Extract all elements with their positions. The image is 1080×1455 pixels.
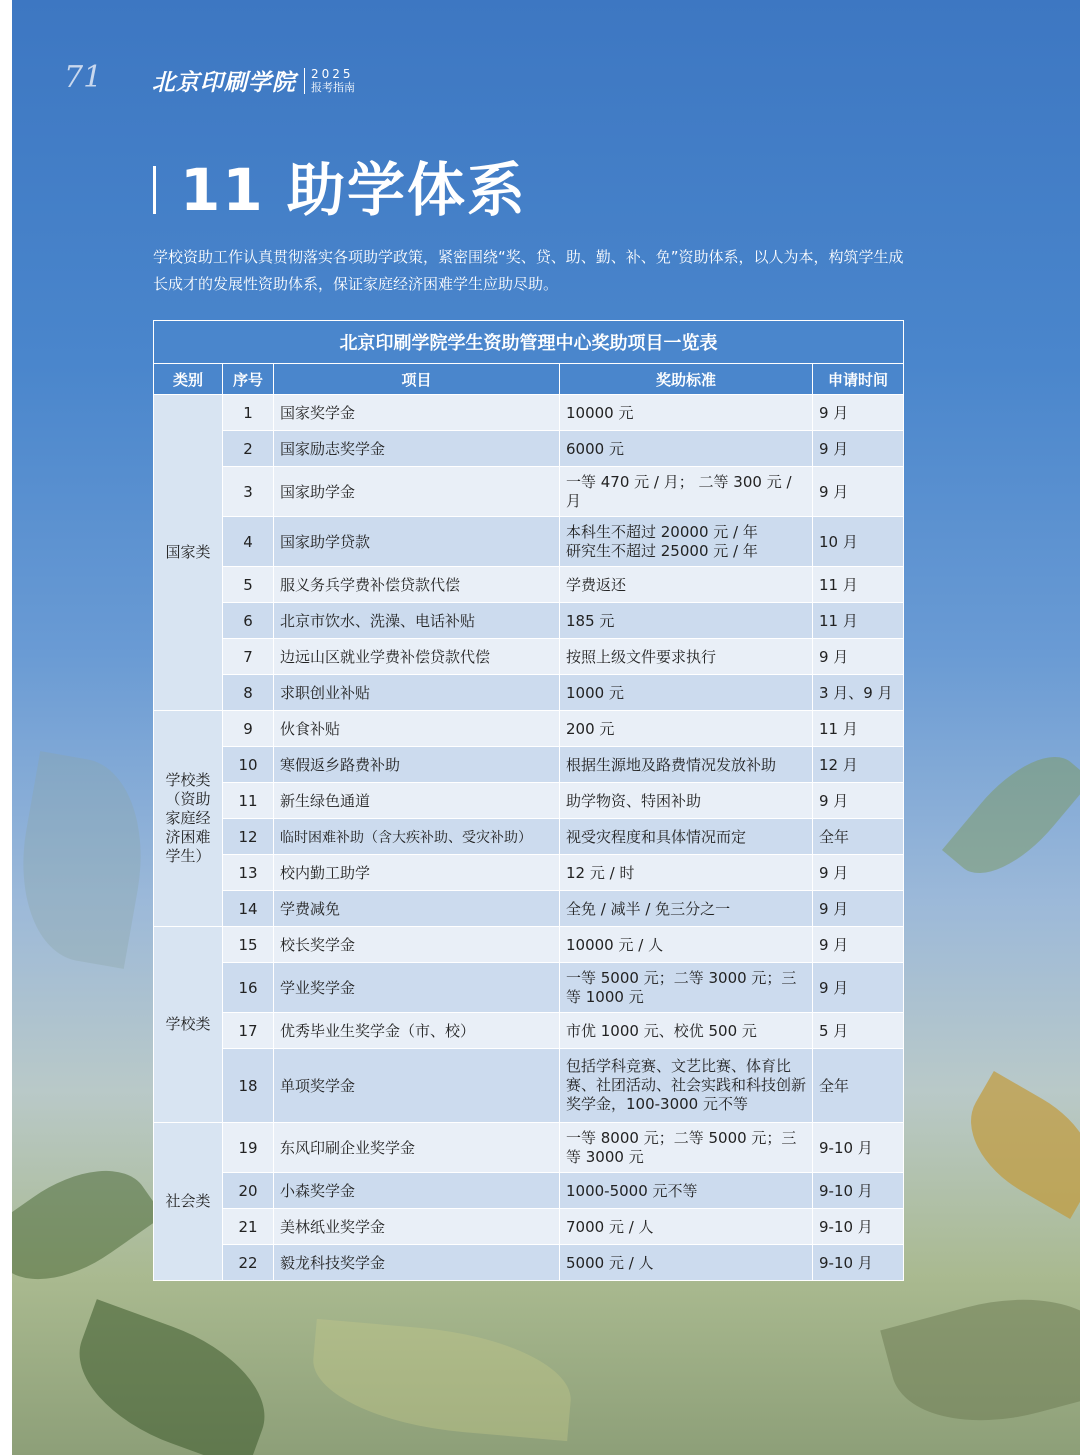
apply-time: 9 月 <box>813 783 904 819</box>
row-number: 11 <box>223 783 274 819</box>
category-cell: 学校类（资助家庭经济困难学生） <box>154 711 223 927</box>
table-row <box>154 783 904 819</box>
foliage-decoration <box>308 1319 576 1441</box>
apply-time: 9 月 <box>813 431 904 467</box>
row-number: 18 <box>223 1049 274 1123</box>
apply-time: 11 月 <box>813 711 904 747</box>
row-number: 10 <box>223 747 274 783</box>
row-number: 16 <box>223 963 274 1013</box>
row-number: 19 <box>223 1123 274 1173</box>
item-name: 学业奖学金 <box>274 963 560 1013</box>
item-name: 校长奖学金 <box>274 927 560 963</box>
award-standard: 助学物资、特困补助 <box>560 783 813 819</box>
column-header: 申请时间 <box>813 364 904 395</box>
table-row <box>154 963 904 1013</box>
item-name: 国家助学贷款 <box>274 517 560 567</box>
apply-time: 11 月 <box>813 603 904 639</box>
guide-label: 报考指南 <box>311 80 355 94</box>
row-number: 15 <box>223 927 274 963</box>
table-row <box>154 467 904 517</box>
intro-paragraph: 学校资助工作认真贯彻落实各项助学政策，紧密围绕“奖、贷、助、勤、补、免”资助体系，以人为本，构筑学生成长成才的发展性资助体系，保证家庭经济困难学生应助尽助。 <box>153 248 904 293</box>
apply-time: 9-10 月 <box>813 1123 904 1173</box>
award-standard: 7000 元 / 人 <box>560 1209 813 1245</box>
row-number: 2 <box>223 431 274 467</box>
item-name: 边远山区就业学费补偿贷款代偿 <box>274 639 560 675</box>
award-standard: 200 元 <box>560 711 813 747</box>
apply-time: 9 月 <box>813 855 904 891</box>
apply-time: 12 月 <box>813 747 904 783</box>
foliage-decoration <box>949 1071 1080 1219</box>
column-header: 序号 <box>223 364 274 395</box>
apply-time: 全年 <box>813 1049 904 1123</box>
section-title: 11 助学体系 <box>180 156 527 224</box>
column-header: 类别 <box>154 364 223 395</box>
table-caption: 北京印刷学院学生资助管理中心奖助项目一览表 <box>154 321 904 364</box>
table-row <box>154 1013 904 1049</box>
category-cell: 学校类 <box>154 927 223 1123</box>
apply-time: 9 月 <box>813 963 904 1013</box>
row-number: 1 <box>223 395 274 431</box>
row-number: 9 <box>223 711 274 747</box>
table-row <box>154 639 904 675</box>
foliage-decoration <box>880 1274 1080 1447</box>
table-row <box>154 819 904 855</box>
item-name: 校内勤工助学 <box>274 855 560 891</box>
item-name: 国家奖学金 <box>274 395 560 431</box>
award-standard: 一等 470 元 / 月； 二等 300 元 / 月 <box>560 467 813 517</box>
award-standard: 学费返还 <box>560 567 813 603</box>
row-number: 20 <box>223 1173 274 1209</box>
award-standard: 包括学科竞赛、文艺比赛、体育比赛、社团活动、社会实践和科技创新奖学金，100-3000 元不等 <box>560 1049 813 1123</box>
table-row <box>154 1173 904 1209</box>
logo-divider <box>304 68 305 94</box>
award-standard: 1000 元 <box>560 675 813 711</box>
award-standard: 根据生源地及路费情况发放补助 <box>560 747 813 783</box>
category-cell: 社会类 <box>154 1123 223 1281</box>
row-number: 7 <box>223 639 274 675</box>
apply-time: 9-10 月 <box>813 1245 904 1281</box>
item-name: 毅龙科技奖学金 <box>274 1245 560 1281</box>
award-standard: 视受灾程度和具体情况而定 <box>560 819 813 855</box>
apply-time: 9 月 <box>813 891 904 927</box>
table-header-row <box>154 364 904 395</box>
item-name: 国家励志奖学金 <box>274 431 560 467</box>
award-standard: 10000 元 <box>560 395 813 431</box>
row-number: 22 <box>223 1245 274 1281</box>
foliage-decoration <box>12 1142 163 1307</box>
item-name: 单项奖学金 <box>274 1049 560 1123</box>
table-row <box>154 603 904 639</box>
logo-subtitle <box>311 68 355 94</box>
table-row <box>154 711 904 747</box>
page-number: 71 <box>64 60 103 95</box>
row-number: 3 <box>223 467 274 517</box>
item-name: 小森奖学金 <box>274 1173 560 1209</box>
foliage-decoration <box>942 735 1080 895</box>
foliage-decoration <box>12 751 158 969</box>
item-name: 新生绿色通道 <box>274 783 560 819</box>
column-header: 项目 <box>274 364 560 395</box>
table-row <box>154 927 904 963</box>
table-row <box>154 517 904 567</box>
table-row <box>154 431 904 467</box>
row-number: 14 <box>223 891 274 927</box>
column-header: 奖助标准 <box>560 364 813 395</box>
award-standard: 12 元 / 时 <box>560 855 813 891</box>
table-row <box>154 1123 904 1173</box>
row-number: 21 <box>223 1209 274 1245</box>
table-row <box>154 1049 904 1123</box>
table-row <box>154 855 904 891</box>
item-name: 东风印刷企业奖学金 <box>274 1123 560 1173</box>
apply-time: 11 月 <box>813 567 904 603</box>
guide-year: 2025 <box>311 66 354 81</box>
item-name: 美林纸业奖学金 <box>274 1209 560 1245</box>
table-row <box>154 891 904 927</box>
table-row <box>154 1209 904 1245</box>
apply-time: 9 月 <box>813 395 904 431</box>
row-number: 4 <box>223 517 274 567</box>
award-standard: 市优 1000 元、校优 500 元 <box>560 1013 813 1049</box>
award-standard: 一等 5000 元；二等 3000 元；三等 1000 元 <box>560 963 813 1013</box>
table-row <box>154 395 904 431</box>
title-accent-bar <box>153 166 156 214</box>
award-standard: 185 元 <box>560 603 813 639</box>
item-name: 服义务兵学费补偿贷款代偿 <box>274 567 560 603</box>
award-standard: 6000 元 <box>560 431 813 467</box>
item-name: 临时困难补助（含大疾补助、受灾补助） <box>274 819 560 855</box>
apply-time: 10 月 <box>813 517 904 567</box>
table-row <box>154 747 904 783</box>
item-name: 国家助学金 <box>274 467 560 517</box>
school-logo <box>152 64 355 97</box>
award-standard: 1000-5000 元不等 <box>560 1173 813 1209</box>
item-name: 寒假返乡路费补助 <box>274 747 560 783</box>
foliage-decoration <box>59 1299 285 1455</box>
table-caption-row <box>154 321 904 364</box>
award-standard: 本科生不超过 20000 元 / 年 研究生不超过 25000 元 / 年 <box>560 517 813 567</box>
apply-time: 3 月、9 月 <box>813 675 904 711</box>
award-standard: 一等 8000 元；二等 5000 元；三等 3000 元 <box>560 1123 813 1173</box>
item-name: 伙食补贴 <box>274 711 560 747</box>
item-name: 优秀毕业生奖学金（市、校） <box>274 1013 560 1049</box>
apply-time: 9 月 <box>813 467 904 517</box>
award-standard: 按照上级文件要求执行 <box>560 639 813 675</box>
aid-programs-table <box>153 320 904 1281</box>
table-row <box>154 567 904 603</box>
school-name: 北京印刷学院 <box>152 69 296 96</box>
item-name: 北京市饮水、洗澡、电话补贴 <box>274 603 560 639</box>
item-name: 求职创业补贴 <box>274 675 560 711</box>
row-number: 6 <box>223 603 274 639</box>
apply-time: 5 月 <box>813 1013 904 1049</box>
apply-time: 9-10 月 <box>813 1209 904 1245</box>
apply-time: 9 月 <box>813 927 904 963</box>
award-standard: 5000 元 / 人 <box>560 1245 813 1281</box>
apply-time: 9 月 <box>813 639 904 675</box>
award-standard: 全免 / 减半 / 免三分之一 <box>560 891 813 927</box>
award-standard: 10000 元 / 人 <box>560 927 813 963</box>
table-row <box>154 1245 904 1281</box>
apply-time: 9-10 月 <box>813 1173 904 1209</box>
item-name: 学费减免 <box>274 891 560 927</box>
table-row <box>154 675 904 711</box>
row-number: 17 <box>223 1013 274 1049</box>
row-number: 5 <box>223 567 274 603</box>
row-number: 8 <box>223 675 274 711</box>
row-number: 13 <box>223 855 274 891</box>
row-number: 12 <box>223 819 274 855</box>
category-cell: 国家类 <box>154 395 223 711</box>
apply-time: 全年 <box>813 819 904 855</box>
